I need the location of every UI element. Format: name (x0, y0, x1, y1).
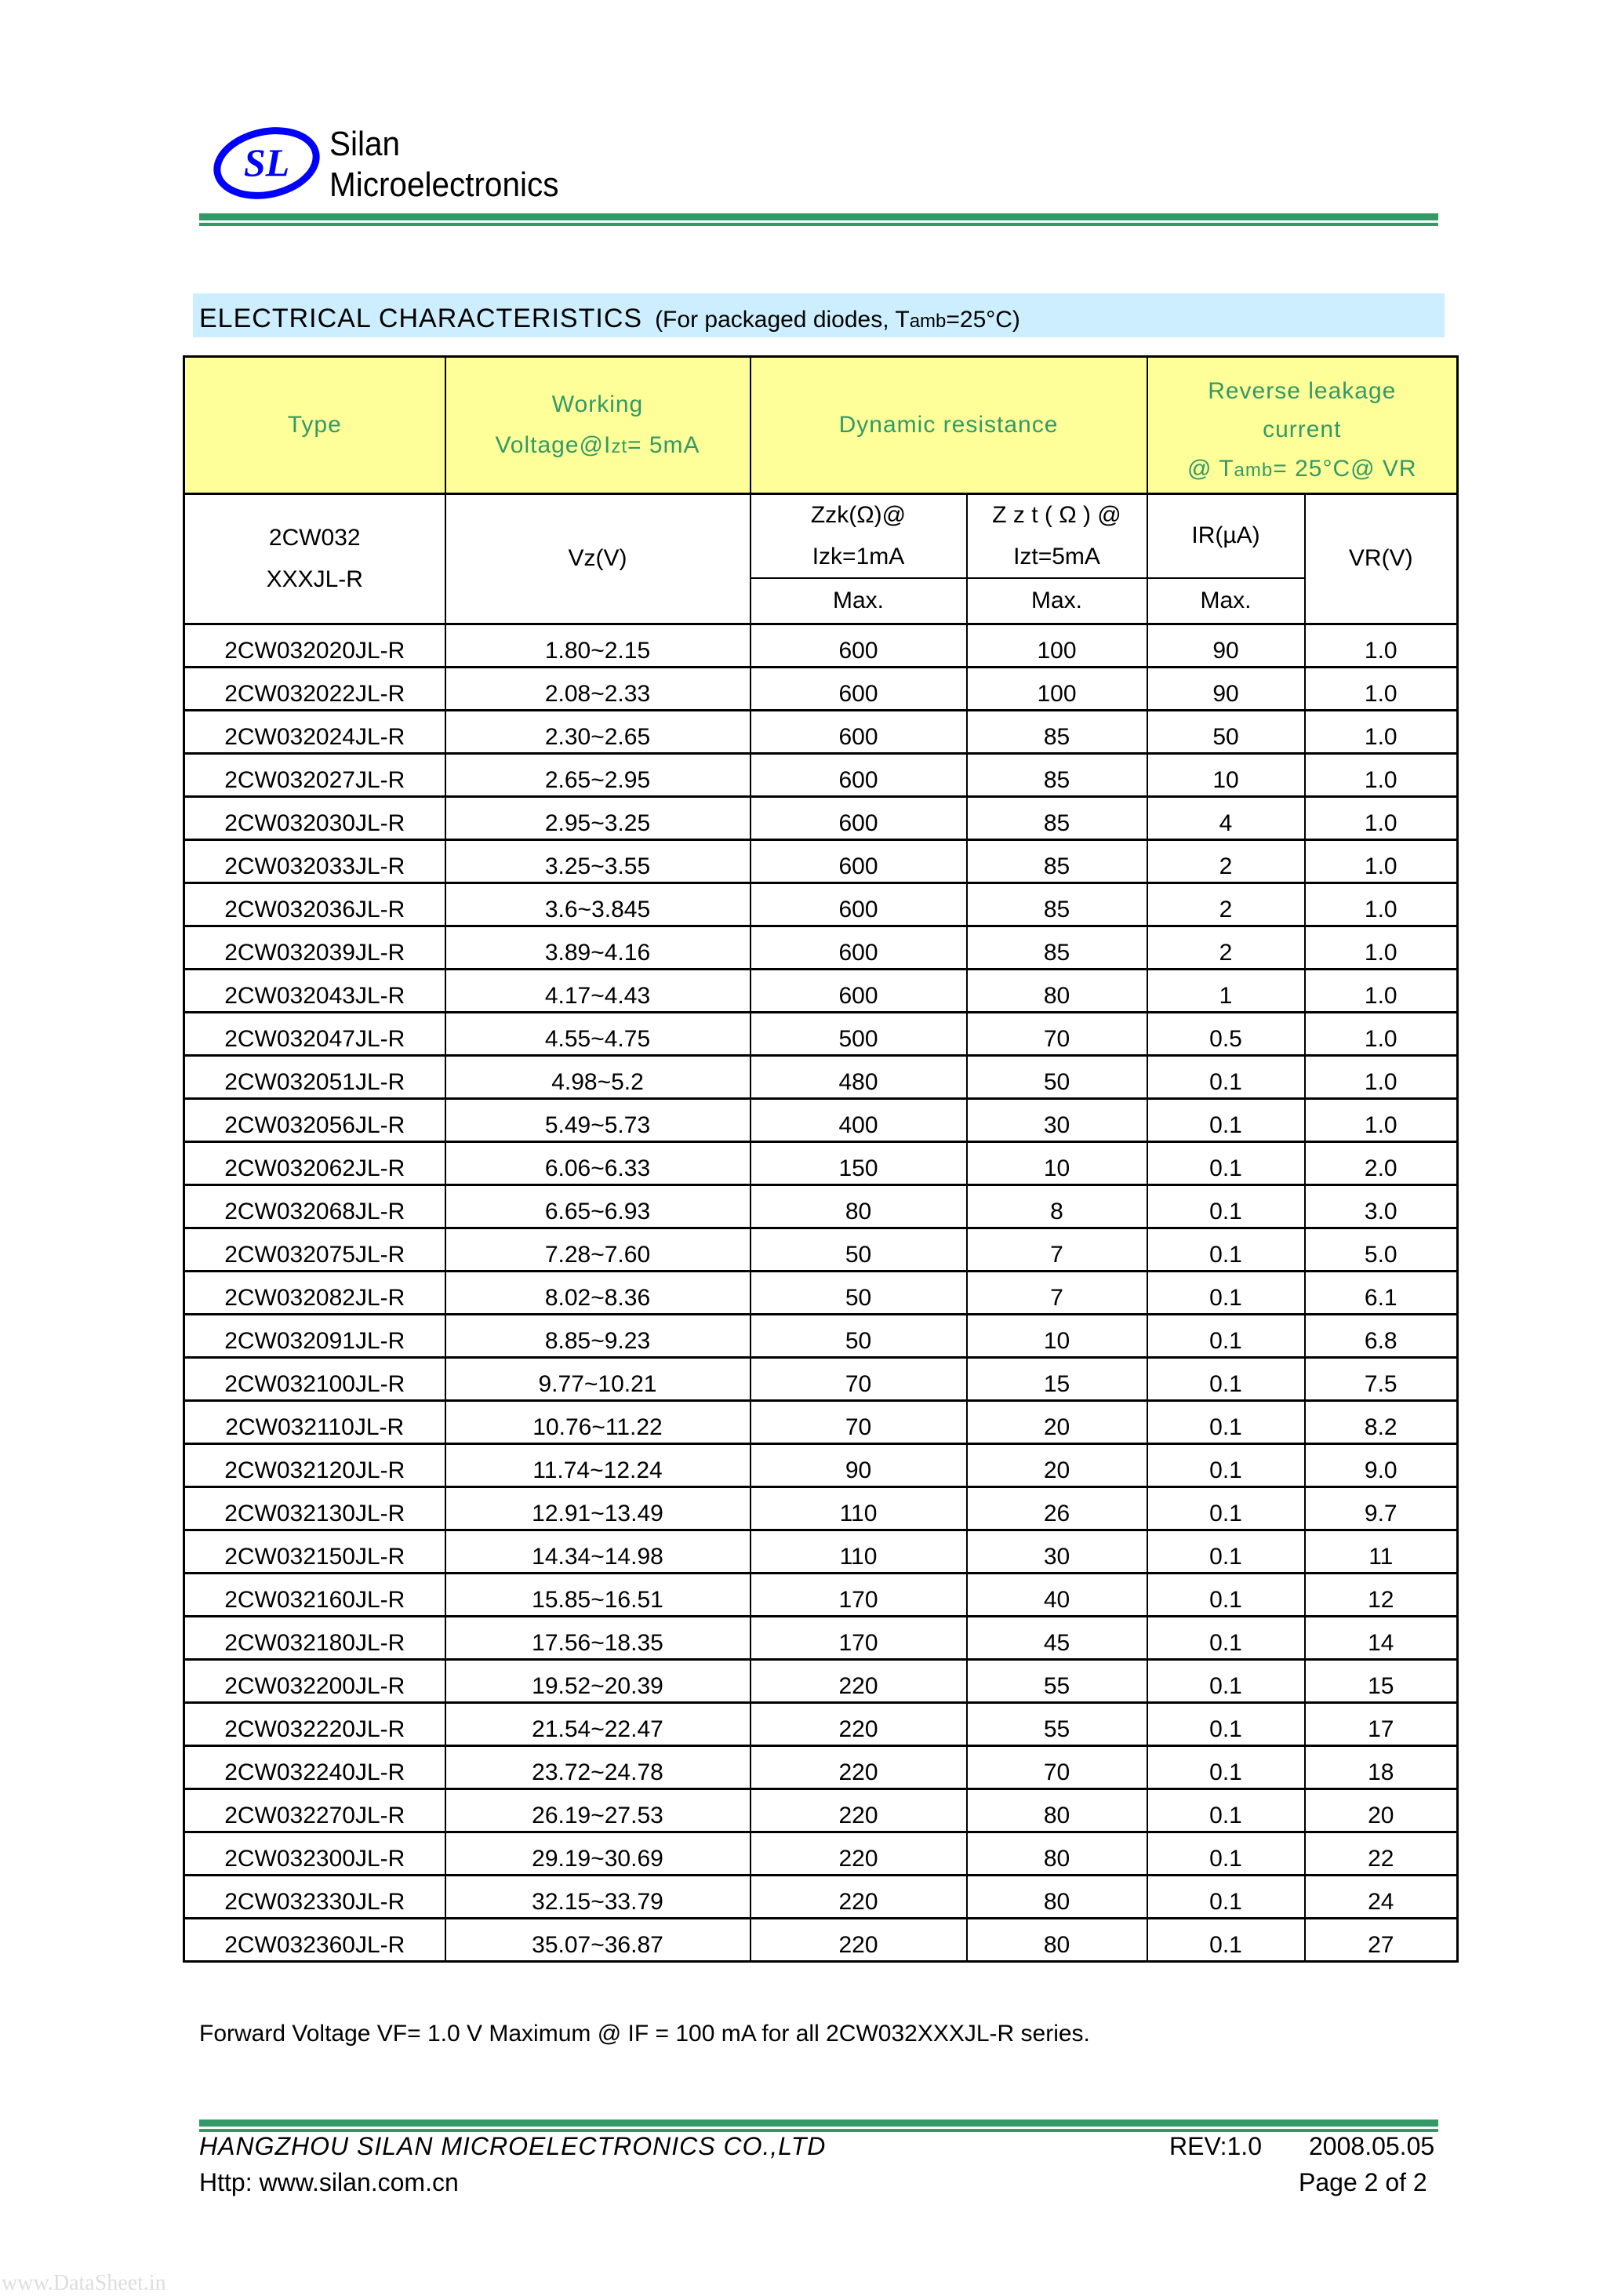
cell-zzt-max: 26 (967, 1487, 1147, 1530)
cell-zzk-max: 170 (751, 1574, 967, 1617)
cell-type: 2CW032068JL-R (184, 1185, 445, 1228)
cell-ir-max: 0.1 (1147, 1272, 1305, 1315)
header-reverse-sub: amb (1234, 459, 1274, 481)
cell-zzt-max: 55 (967, 1660, 1147, 1703)
cell-ir-max: 0.1 (1147, 1746, 1305, 1789)
section-subtitle-sub: amb (909, 311, 947, 332)
subheader-vr: VR(V) (1305, 494, 1458, 624)
cell-ir-max: 0.1 (1147, 1228, 1305, 1272)
subheader-type-line2: XXXJL-R (266, 566, 363, 592)
cell-zzk-max: 220 (751, 1876, 967, 1919)
cell-type: 2CW032120JL-R (184, 1444, 445, 1487)
table-row (184, 1013, 1458, 1056)
table-subheader-row (184, 494, 1458, 579)
footer-revision: REV:1.0 (1169, 2132, 1262, 2160)
subheader-zzk (751, 494, 967, 579)
cell-zzt-max: 20 (967, 1444, 1147, 1487)
cell-ir-max: 0.1 (1147, 1574, 1305, 1617)
cell-vz-range: 4.17~4.43 (445, 970, 751, 1013)
cell-zzt-max: 10 (967, 1142, 1147, 1185)
cell-vz-range: 3.25~3.55 (445, 840, 751, 883)
cell-vr: 20 (1305, 1789, 1458, 1832)
footer-company: HANGZHOU SILAN MICROELECTRONICS CO.,LTD (199, 2132, 827, 2160)
cell-vr: 27 (1305, 1919, 1458, 1962)
table-row (184, 970, 1458, 1013)
cell-vz-range: 10.76~11.22 (445, 1401, 751, 1444)
cell-vz-range: 2.08~2.33 (445, 668, 751, 711)
table-row (184, 883, 1458, 926)
table-row (184, 840, 1458, 883)
cell-vz-range: 3.89~4.16 (445, 926, 751, 970)
cell-vr: 1.0 (1305, 1013, 1458, 1056)
cell-vr: 6.1 (1305, 1272, 1458, 1315)
table-row (184, 797, 1458, 840)
cell-vr: 15 (1305, 1660, 1458, 1703)
cell-ir-max: 0.1 (1147, 1401, 1305, 1444)
section-subtitle: (For packaged diodes, T (655, 307, 910, 333)
table-row (184, 1574, 1458, 1617)
cell-zzk-max: 220 (751, 1703, 967, 1746)
section-banner (193, 293, 1445, 337)
section-title-text: ELECTRICAL CHARACTERISTICS (199, 304, 643, 333)
table-row (184, 1530, 1458, 1574)
cell-zzk-max: 220 (751, 1832, 967, 1876)
cell-vz-range: 32.15~33.79 (445, 1876, 751, 1919)
subheader-ir-max: Max. (1147, 578, 1305, 624)
cell-zzk-max: 600 (751, 754, 967, 797)
cell-vz-range: 12.91~13.49 (445, 1487, 751, 1530)
cell-ir-max: 2 (1147, 883, 1305, 926)
table-row (184, 1228, 1458, 1272)
table-row (184, 1919, 1458, 1962)
header-divider (199, 213, 1438, 226)
footnote: Forward Voltage VF= 1.0 V Maximum @ IF = 100 mA for all 2CW032XXXJL-R series. (199, 2021, 1090, 2047)
cell-zzk-max: 600 (751, 926, 967, 970)
table-row (184, 1487, 1458, 1530)
cell-zzt-max: 10 (967, 1315, 1147, 1358)
table-row (184, 1832, 1458, 1876)
table-row (184, 1789, 1458, 1832)
header-working-suffix: = 5mA (627, 432, 700, 458)
subheader-zzk-line2: Izk=1mA (812, 543, 905, 569)
cell-zzk-max: 220 (751, 1660, 967, 1703)
cell-zzk-max: 400 (751, 1099, 967, 1142)
cell-vr: 6.8 (1305, 1315, 1458, 1358)
cell-ir-max: 10 (1147, 754, 1305, 797)
header-reverse-leakage (1147, 357, 1458, 494)
cell-ir-max: 0.1 (1147, 1832, 1305, 1876)
cell-ir-max: 0.1 (1147, 1660, 1305, 1703)
cell-zzk-max: 80 (751, 1185, 967, 1228)
cell-vz-range: 21.54~22.47 (445, 1703, 751, 1746)
cell-ir-max: 0.1 (1147, 1444, 1305, 1487)
cell-vr: 9.7 (1305, 1487, 1458, 1530)
subheader-ir: IR(µA) (1147, 494, 1305, 579)
cell-ir-max: 0.5 (1147, 1013, 1305, 1056)
cell-type: 2CW032043JL-R (184, 970, 445, 1013)
cell-vz-range: 29.19~30.69 (445, 1832, 751, 1876)
cell-type: 2CW032051JL-R (184, 1056, 445, 1099)
cell-zzt-max: 15 (967, 1358, 1147, 1401)
cell-vz-range: 19.52~20.39 (445, 1660, 751, 1703)
cell-type: 2CW032027JL-R (184, 754, 445, 797)
cell-zzt-max: 55 (967, 1703, 1147, 1746)
cell-vz-range: 2.65~2.95 (445, 754, 751, 797)
cell-zzk-max: 50 (751, 1272, 967, 1315)
subheader-zzt (967, 494, 1147, 579)
cell-vz-range: 3.6~3.845 (445, 883, 751, 926)
subheader-type (184, 494, 445, 624)
cell-type: 2CW032030JL-R (184, 797, 445, 840)
table-row (184, 1444, 1458, 1487)
footer-page-number: Page 2 of 2 (1299, 2168, 1427, 2196)
cell-type: 2CW032270JL-R (184, 1789, 445, 1832)
cell-zzk-max: 600 (751, 797, 967, 840)
cell-type: 2CW032033JL-R (184, 840, 445, 883)
cell-zzt-max: 30 (967, 1530, 1147, 1574)
cell-type: 2CW032047JL-R (184, 1013, 445, 1056)
cell-zzk-max: 600 (751, 883, 967, 926)
table-row (184, 1185, 1458, 1228)
footer-date: 2008.05.05 (1309, 2132, 1435, 2160)
cell-ir-max: 0.1 (1147, 1617, 1305, 1660)
cell-vz-range: 35.07~36.87 (445, 1919, 751, 1962)
cell-vz-range: 15.85~16.51 (445, 1574, 751, 1617)
table-row (184, 711, 1458, 754)
header-working-sub: zt (611, 436, 627, 457)
footer-website: Http: www.silan.com.cn (199, 2168, 459, 2196)
cell-ir-max: 0.1 (1147, 1530, 1305, 1574)
cell-zzt-max: 85 (967, 926, 1147, 970)
table-row (184, 1272, 1458, 1315)
cell-vr: 2.0 (1305, 1142, 1458, 1185)
cell-ir-max: 0.1 (1147, 1703, 1305, 1746)
cell-vz-range: 6.06~6.33 (445, 1142, 751, 1185)
cell-type: 2CW032022JL-R (184, 668, 445, 711)
cell-vr: 12 (1305, 1574, 1458, 1617)
cell-type: 2CW032024JL-R (184, 711, 445, 754)
header-working-voltage (445, 357, 751, 494)
cell-zzt-max: 85 (967, 883, 1147, 926)
table-row (184, 1358, 1458, 1401)
cell-type: 2CW032330JL-R (184, 1876, 445, 1919)
cell-ir-max: 0.1 (1147, 1315, 1305, 1358)
cell-type: 2CW032056JL-R (184, 1099, 445, 1142)
cell-zzk-max: 600 (751, 970, 967, 1013)
header-type: Type (184, 357, 445, 494)
cell-type: 2CW032036JL-R (184, 883, 445, 926)
cell-zzt-max: 80 (967, 1832, 1147, 1876)
cell-ir-max: 0.1 (1147, 1789, 1305, 1832)
subheader-type-line1: 2CW032 (268, 525, 361, 551)
cell-type: 2CW032150JL-R (184, 1530, 445, 1574)
cell-type: 2CW032082JL-R (184, 1272, 445, 1315)
table-row (184, 1099, 1458, 1142)
cell-ir-max: 0.1 (1147, 1185, 1305, 1228)
table-header-row (184, 357, 1458, 494)
cell-zzt-max: 7 (967, 1272, 1147, 1315)
cell-ir-max: 2 (1147, 840, 1305, 883)
cell-ir-max: 0.1 (1147, 1919, 1305, 1962)
cell-ir-max: 0.1 (1147, 1358, 1305, 1401)
cell-ir-max: 90 (1147, 624, 1305, 668)
cell-vz-range: 2.30~2.65 (445, 711, 751, 754)
cell-ir-max: 4 (1147, 797, 1305, 840)
cell-vr: 5.0 (1305, 1228, 1458, 1272)
cell-vr: 14 (1305, 1617, 1458, 1660)
cell-ir-max: 0.1 (1147, 1099, 1305, 1142)
table-row (184, 1746, 1458, 1789)
cell-ir-max: 2 (1147, 926, 1305, 970)
cell-zzt-max: 70 (967, 1746, 1147, 1789)
cell-zzt-max: 100 (967, 668, 1147, 711)
cell-vr: 1.0 (1305, 926, 1458, 970)
cell-vr: 9.0 (1305, 1444, 1458, 1487)
cell-vr: 1.0 (1305, 668, 1458, 711)
cell-vz-range: 6.65~6.93 (445, 1185, 751, 1228)
cell-vz-range: 1.80~2.15 (445, 624, 751, 668)
cell-zzk-max: 50 (751, 1315, 967, 1358)
subheader-zzt-line1: Z z t ( Ω ) @ (992, 502, 1121, 528)
cell-type: 2CW032062JL-R (184, 1142, 445, 1185)
cell-zzt-max: 85 (967, 840, 1147, 883)
cell-zzk-max: 70 (751, 1401, 967, 1444)
cell-type: 2CW032091JL-R (184, 1315, 445, 1358)
svg-text:SL: SL (243, 140, 290, 184)
cell-type: 2CW032240JL-R (184, 1746, 445, 1789)
cell-zzt-max: 85 (967, 797, 1147, 840)
footer-divider (199, 2120, 1438, 2132)
header-dynamic-resistance: Dynamic resistance (751, 357, 1147, 494)
cell-ir-max: 0.1 (1147, 1142, 1305, 1185)
cell-vr: 17 (1305, 1703, 1458, 1746)
cell-type: 2CW032180JL-R (184, 1617, 445, 1660)
cell-vz-range: 4.55~4.75 (445, 1013, 751, 1056)
cell-type: 2CW032130JL-R (184, 1487, 445, 1530)
cell-zzk-max: 110 (751, 1530, 967, 1574)
cell-ir-max: 50 (1147, 711, 1305, 754)
cell-vz-range: 26.19~27.53 (445, 1789, 751, 1832)
cell-vr: 1.0 (1305, 1056, 1458, 1099)
table-row (184, 1617, 1458, 1660)
cell-type: 2CW032039JL-R (184, 926, 445, 970)
cell-zzt-max: 45 (967, 1617, 1147, 1660)
cell-vr: 1.0 (1305, 1099, 1458, 1142)
cell-zzk-max: 150 (751, 1142, 967, 1185)
cell-vr: 1.0 (1305, 840, 1458, 883)
cell-zzk-max: 600 (751, 711, 967, 754)
cell-vz-range: 9.77~10.21 (445, 1358, 751, 1401)
cell-zzk-max: 90 (751, 1444, 967, 1487)
cell-zzk-max: 70 (751, 1358, 967, 1401)
table-row (184, 926, 1458, 970)
cell-zzt-max: 50 (967, 1056, 1147, 1099)
header-working-line1: Working (551, 391, 644, 417)
header-reverse-line2: current (1263, 417, 1342, 443)
table-row (184, 668, 1458, 711)
cell-vr: 1.0 (1305, 624, 1458, 668)
cell-type: 2CW032110JL-R (184, 1401, 445, 1444)
cell-zzk-max: 600 (751, 624, 967, 668)
cell-type: 2CW032100JL-R (184, 1358, 445, 1401)
cell-type: 2CW032020JL-R (184, 624, 445, 668)
cell-ir-max: 1 (1147, 970, 1305, 1013)
watermark: www.DataSheet.in (2, 2271, 166, 2295)
cell-vz-range: 2.95~3.25 (445, 797, 751, 840)
section-title (199, 304, 1020, 334)
cell-zzt-max: 20 (967, 1401, 1147, 1444)
cell-vr: 7.5 (1305, 1358, 1458, 1401)
cell-zzt-max: 80 (967, 970, 1147, 1013)
cell-vr: 1.0 (1305, 797, 1458, 840)
cell-zzk-max: 600 (751, 668, 967, 711)
cell-zzk-max: 600 (751, 840, 967, 883)
header-reverse-suffix: = 25°C@ VR (1273, 455, 1417, 482)
cell-vr: 1.0 (1305, 711, 1458, 754)
table-row (184, 1876, 1458, 1919)
cell-zzt-max: 85 (967, 711, 1147, 754)
cell-vr: 3.0 (1305, 1185, 1458, 1228)
table-row (184, 1315, 1458, 1358)
cell-zzt-max: 80 (967, 1789, 1147, 1832)
cell-zzt-max: 40 (967, 1574, 1147, 1617)
cell-vr: 8.2 (1305, 1401, 1458, 1444)
cell-type: 2CW032075JL-R (184, 1228, 445, 1272)
cell-type: 2CW032360JL-R (184, 1919, 445, 1962)
silan-logo (212, 126, 322, 201)
cell-ir-max: 90 (1147, 668, 1305, 711)
cell-ir-max: 0.1 (1147, 1056, 1305, 1099)
header-reverse-line3: @ T (1187, 455, 1234, 482)
cell-vz-range: 8.02~8.36 (445, 1272, 751, 1315)
cell-zzk-max: 220 (751, 1789, 967, 1832)
cell-zzk-max: 170 (751, 1617, 967, 1660)
table-row (184, 1056, 1458, 1099)
cell-vr: 1.0 (1305, 970, 1458, 1013)
cell-ir-max: 0.1 (1147, 1487, 1305, 1530)
cell-zzt-max: 70 (967, 1013, 1147, 1056)
header-working-line2: Voltage@I (495, 432, 612, 458)
cell-vr: 11 (1305, 1530, 1458, 1574)
subheader-zzt-line2: Izt=5mA (1013, 543, 1100, 569)
cell-vz-range: 7.28~7.60 (445, 1228, 751, 1272)
cell-zzt-max: 30 (967, 1099, 1147, 1142)
cell-vz-range: 17.56~18.35 (445, 1617, 751, 1660)
cell-vz-range: 23.72~24.78 (445, 1746, 751, 1789)
company-name-line1: Silan (329, 125, 401, 163)
cell-zzk-max: 220 (751, 1919, 967, 1962)
table-row (184, 1142, 1458, 1185)
company-name-line2: Microelectronics (329, 166, 559, 204)
table-row (184, 624, 1458, 668)
cell-zzk-max: 50 (751, 1228, 967, 1272)
cell-type: 2CW032300JL-R (184, 1832, 445, 1876)
cell-zzt-max: 80 (967, 1919, 1147, 1962)
subheader-zzk-max: Max. (751, 578, 967, 624)
cell-zzt-max: 100 (967, 624, 1147, 668)
header-reverse-line1: Reverse leakage (1208, 377, 1397, 404)
cell-vz-range: 14.34~14.98 (445, 1530, 751, 1574)
cell-zzk-max: 480 (751, 1056, 967, 1099)
cell-vz-range: 8.85~9.23 (445, 1315, 751, 1358)
subheader-zzt-max: Max. (967, 578, 1147, 624)
cell-zzk-max: 220 (751, 1746, 967, 1789)
cell-zzt-max: 85 (967, 754, 1147, 797)
cell-zzk-max: 500 (751, 1013, 967, 1056)
cell-vz-range: 11.74~12.24 (445, 1444, 751, 1487)
cell-vr: 1.0 (1305, 754, 1458, 797)
cell-type: 2CW032160JL-R (184, 1574, 445, 1617)
table-row (184, 1401, 1458, 1444)
cell-type: 2CW032220JL-R (184, 1703, 445, 1746)
cell-zzt-max: 7 (967, 1228, 1147, 1272)
subheader-zzk-line1: Zzk(Ω)@ (810, 502, 907, 528)
cell-vz-range: 5.49~5.73 (445, 1099, 751, 1142)
cell-vr: 18 (1305, 1746, 1458, 1789)
table-row (184, 1703, 1458, 1746)
cell-vz-range: 4.98~5.2 (445, 1056, 751, 1099)
cell-ir-max: 0.1 (1147, 1876, 1305, 1919)
cell-vr: 22 (1305, 1832, 1458, 1876)
cell-zzk-max: 110 (751, 1487, 967, 1530)
subheader-vz: Vz(V) (445, 494, 751, 624)
cell-zzt-max: 8 (967, 1185, 1147, 1228)
table-row (184, 754, 1458, 797)
cell-vr: 24 (1305, 1876, 1458, 1919)
cell-type: 2CW032200JL-R (184, 1660, 445, 1703)
cell-zzt-max: 80 (967, 1876, 1147, 1919)
table-row (184, 1660, 1458, 1703)
section-subtitle-suffix: =25°C) (946, 307, 1020, 333)
cell-vr: 1.0 (1305, 883, 1458, 926)
electrical-characteristics-table (183, 355, 1459, 1963)
